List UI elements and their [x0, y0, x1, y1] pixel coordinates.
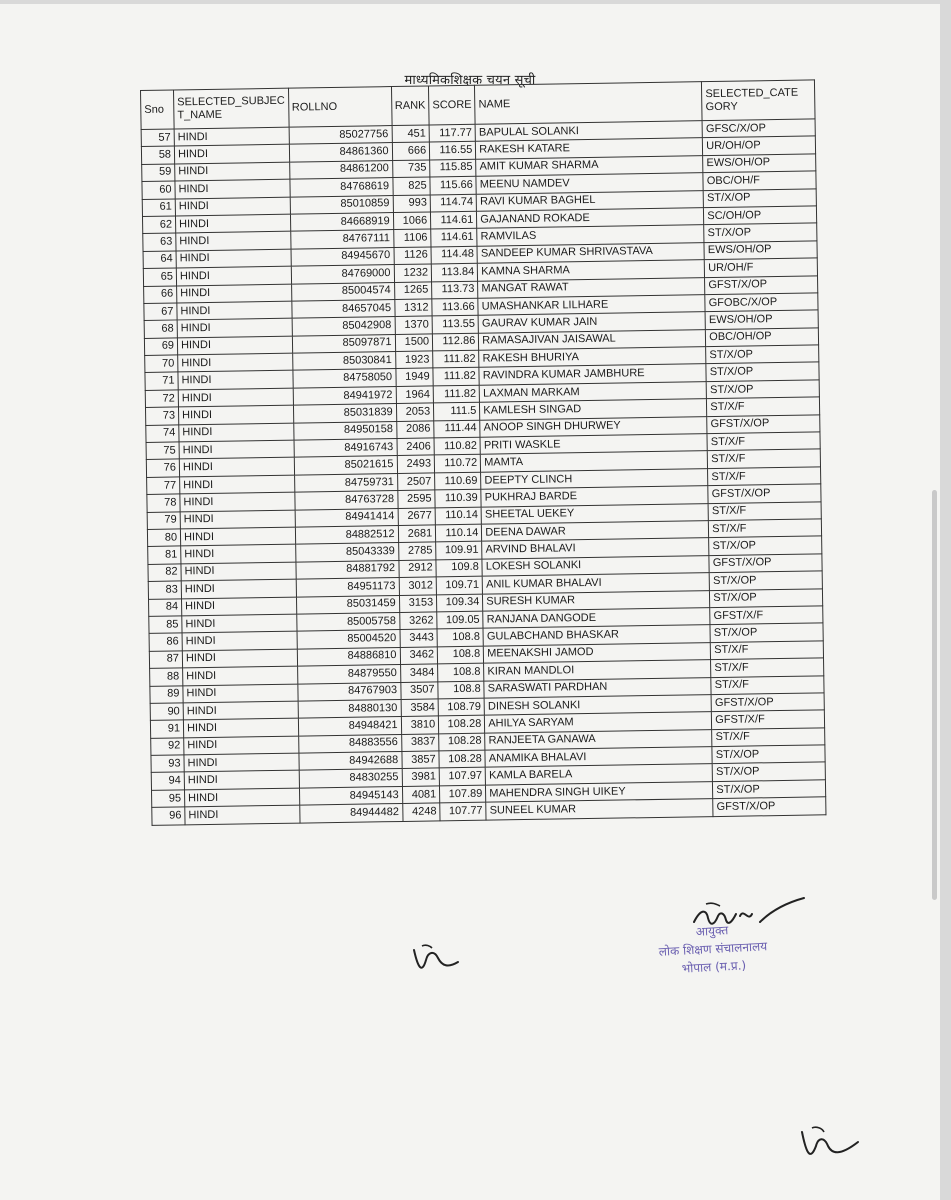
cell-rank: 3981 [402, 768, 440, 786]
cell-sno: 96 [152, 807, 185, 825]
cell-name: MANGAT RAWAT [478, 277, 705, 298]
cell-name: RAKESH KATARE [476, 138, 703, 159]
cell-sno: 94 [151, 772, 184, 790]
cell-name: SURESH KUMAR [483, 590, 710, 611]
cell-category: OBC/OH/F [703, 171, 816, 190]
cell-category: GFST/X/F [712, 710, 825, 729]
cell-score: 109.05 [437, 611, 483, 629]
cell-sno: 73 [145, 407, 178, 425]
cell-subject: HINDI [175, 162, 290, 181]
cell-name: KIRAN MANDLOI [484, 660, 711, 681]
cell-category: ST/X/OP [709, 536, 822, 555]
cell-name: DEENA DAWAR [482, 521, 709, 542]
cell-rank: 2785 [398, 542, 436, 560]
cell-subject: HINDI [175, 197, 290, 216]
cell-subject: HINDI [178, 405, 293, 424]
cell-category: OBC/OH/OP [706, 328, 819, 347]
cell-category: ST/X/F [712, 727, 825, 746]
cell-score: 114.61 [431, 211, 477, 229]
cell-rollno: 85010859 [290, 195, 393, 214]
cell-name: LAXMAN MARKAM [479, 381, 706, 402]
cell-category: ST/X/F [708, 467, 821, 486]
cell-name: ANOOP SINGH DHURWEY [480, 416, 707, 437]
cell-category: ST/X/OP [713, 780, 826, 799]
cell-name: ARVIND BHALAVI [482, 538, 709, 559]
cell-name: KAMLESH SINGAD [480, 399, 707, 420]
cell-rollno: 84768619 [290, 178, 393, 197]
cell-rank: 3507 [400, 681, 438, 699]
cell-rank: 825 [393, 177, 431, 195]
cell-rollno: 85031839 [293, 404, 396, 423]
cell-sno: 58 [141, 146, 174, 164]
cell-name: DINESH SOLANKI [484, 694, 711, 715]
cell-sno: 57 [141, 129, 174, 147]
cell-score: 113.66 [432, 298, 478, 316]
cell-rank: 1949 [396, 368, 434, 386]
cell-rollno: 85004520 [297, 630, 400, 649]
cell-name: AMIT KUMAR SHARMA [476, 155, 703, 176]
cell-sno: 82 [148, 564, 181, 582]
cell-rank: 3012 [399, 577, 437, 595]
cell-subject: HINDI [176, 266, 291, 285]
cell-sno: 92 [151, 738, 184, 756]
cell-category: ST/X/OP [712, 745, 825, 764]
cell-name: RAMVILAS [477, 225, 704, 246]
cell-name: MEENAKSHI JAMOD [484, 642, 711, 663]
cell-subject: HINDI [181, 579, 296, 598]
cell-rollno: 85097871 [292, 334, 395, 353]
cell-score: 110.39 [435, 489, 481, 507]
cell-subject: HINDI [175, 179, 290, 198]
selection-table-container [140, 79, 827, 825]
cell-sno: 67 [144, 303, 177, 321]
cell-name: LOKESH SOLANKI [482, 555, 709, 576]
cell-category: ST/X/OP [703, 188, 816, 207]
cell-score: 108.8 [437, 646, 483, 664]
cell-name: PRITI WASKLE [480, 434, 707, 455]
cell-rank: 2493 [397, 455, 435, 473]
cell-score: 107.89 [440, 785, 486, 803]
cell-rollno: 85005758 [296, 612, 399, 631]
cell-name: KAMNA SHARMA [478, 260, 705, 281]
cell-subject: HINDI [180, 492, 295, 511]
cell-score: 113.73 [432, 281, 478, 299]
cell-name: RAMASAJIVAN JAISAWAL [479, 329, 706, 350]
cell-rank: 1066 [393, 212, 431, 230]
cell-score: 116.55 [430, 142, 476, 160]
cell-score: 111.5 [434, 402, 480, 420]
stamp-line-1: आयुक्त [695, 923, 729, 939]
cell-rank: 3443 [400, 629, 438, 647]
cell-rollno: 85027756 [289, 126, 392, 145]
cell-rollno: 84767111 [290, 230, 393, 249]
cell-subject: HINDI [184, 771, 299, 790]
header-rank: RANK [391, 86, 429, 126]
cell-rollno: 84763728 [294, 491, 397, 510]
cell-category: ST/X/OP [706, 380, 819, 399]
cell-name: SARASWATI PARDHAN [484, 677, 711, 698]
cell-rank: 1964 [396, 386, 434, 404]
cell-subject: HINDI [177, 301, 292, 320]
cell-category: UR/OH/OP [703, 136, 816, 155]
cell-rollno: 84950158 [293, 421, 396, 440]
cell-sno: 74 [146, 425, 179, 443]
cell-sno: 91 [150, 720, 183, 738]
cell-subject: HINDI [174, 145, 289, 164]
cell-rank: 3153 [399, 594, 437, 612]
cell-rollno: 84758050 [293, 369, 396, 388]
cell-category: ST/X/OP [704, 223, 817, 242]
cell-subject: HINDI [177, 318, 292, 337]
cell-rollno: 84883556 [298, 734, 401, 753]
cell-subject: HINDI [181, 597, 296, 616]
cell-subject: HINDI [180, 475, 295, 494]
cell-sno: 64 [143, 251, 176, 269]
cell-sno: 80 [147, 529, 180, 547]
cell-rollno: 84942688 [299, 752, 402, 771]
cell-score: 111.82 [433, 385, 479, 403]
cell-rank: 3837 [401, 734, 439, 752]
cell-score: 114.61 [431, 229, 477, 247]
cell-category: EWS/OH/OP [705, 310, 818, 329]
cell-subject: HINDI [184, 788, 299, 807]
cell-subject: HINDI [178, 353, 293, 372]
cell-score: 113.55 [432, 316, 478, 334]
cell-name: PUKHRAJ BARDE [481, 486, 708, 507]
cell-category: ST/X/F [707, 397, 820, 416]
cell-name: RAKESH BHURIYA [479, 347, 706, 368]
cell-name: RAVINDRA KUMAR JAMBHURE [479, 364, 706, 385]
cell-sno: 62 [142, 216, 175, 234]
cell-rollno: 84916743 [294, 439, 397, 458]
cell-rank: 3262 [399, 612, 437, 630]
cell-sno: 90 [150, 703, 183, 721]
official-stamp [607, 917, 820, 982]
cell-rollno: 85042908 [292, 317, 395, 336]
cell-rank: 3484 [400, 664, 438, 682]
cell-subject: HINDI [174, 127, 289, 146]
cell-rank: 2053 [396, 403, 434, 421]
cell-rank: 3462 [400, 647, 438, 665]
cell-subject: HINDI [183, 701, 298, 720]
cell-rank: 3857 [402, 751, 440, 769]
cell-category: GFST/X/OP [708, 484, 821, 503]
cell-subject: HINDI [182, 614, 297, 633]
cell-score: 115.85 [430, 159, 476, 177]
cell-subject: HINDI [179, 458, 294, 477]
cell-score: 110.82 [434, 437, 480, 455]
cell-sno: 66 [144, 285, 177, 303]
cell-subject: HINDI [178, 371, 293, 390]
cell-sno: 77 [147, 477, 180, 495]
cell-score: 109.34 [437, 594, 483, 612]
cell-sno: 88 [150, 668, 183, 686]
cell-category: GFOBC/X/OP [705, 293, 818, 312]
cell-subject: HINDI [184, 736, 299, 755]
cell-category: ST/X/F [707, 432, 820, 451]
cell-category: GFSC/X/OP [702, 119, 815, 138]
cell-subject: HINDI [176, 231, 291, 250]
cell-category: ST/X/F [711, 641, 824, 660]
cell-rank: 2507 [397, 473, 435, 491]
cell-score: 108.8 [437, 629, 483, 647]
document-page [0, 4, 940, 1200]
cell-subject: HINDI [182, 649, 297, 668]
cell-subject: HINDI [182, 631, 297, 650]
cell-sno: 60 [142, 181, 175, 199]
cell-rollno: 84948421 [298, 717, 401, 736]
cell-rollno: 84951173 [296, 578, 399, 597]
cell-rank: 3810 [401, 716, 439, 734]
cell-sno: 65 [143, 268, 176, 286]
cell-rank: 2912 [399, 560, 437, 578]
cell-category: ST/X/OP [706, 345, 819, 364]
cell-subject: HINDI [181, 562, 296, 581]
cell-sno: 59 [142, 164, 175, 182]
cell-category: ST/X/OP [709, 571, 822, 590]
cell-rollno: 85021615 [294, 456, 397, 475]
cell-rollno: 84759731 [294, 473, 397, 492]
cell-subject: HINDI [179, 440, 294, 459]
cell-rank: 3584 [401, 699, 439, 717]
initials-bottom-right [796, 1122, 866, 1170]
cell-category: SC/OH/OP [704, 206, 817, 225]
cell-subject: HINDI [185, 805, 300, 824]
cell-rollno: 84881792 [296, 560, 399, 579]
cell-sno: 61 [142, 199, 175, 217]
cell-rollno: 84941972 [293, 386, 396, 405]
cell-category: ST/X/F [711, 675, 824, 694]
cell-subject: HINDI [177, 284, 292, 303]
table-body [141, 119, 826, 825]
cell-rank: 735 [392, 160, 430, 178]
cell-name: AHILYA SARYAM [485, 712, 712, 733]
cell-sno: 89 [150, 685, 183, 703]
cell-category: ST/X/OP [710, 588, 823, 607]
cell-rank: 1500 [395, 334, 433, 352]
cell-score: 110.14 [436, 524, 482, 542]
cell-name: MAHENDRA SINGH UIKEY [486, 781, 713, 802]
cell-sno: 86 [149, 633, 182, 651]
cell-rollno: 85043339 [295, 543, 398, 562]
cell-name: MAMTA [481, 451, 708, 472]
cell-score: 111.44 [434, 420, 480, 438]
cell-rank: 1370 [395, 316, 433, 334]
cell-category: EWS/OH/OP [703, 154, 816, 173]
cell-sno: 70 [145, 355, 178, 373]
cell-score: 115.66 [430, 176, 476, 194]
cell-sno: 72 [145, 390, 178, 408]
cell-sno: 83 [148, 581, 181, 599]
cell-score: 108.28 [439, 733, 485, 751]
cell-rollno: 85031459 [296, 595, 399, 614]
cell-subject: HINDI [183, 684, 298, 703]
cell-rollno: 84882512 [295, 525, 398, 544]
cell-score: 117.77 [429, 124, 475, 142]
header-rollno: ROLLNO [288, 87, 392, 128]
cell-rank: 451 [392, 125, 430, 143]
cell-rollno: 84769000 [291, 265, 394, 284]
cell-rollno: 84830255 [299, 769, 402, 788]
cell-score: 109.8 [436, 559, 482, 577]
cell-rank: 993 [393, 195, 431, 213]
cell-rank: 2595 [397, 490, 435, 508]
header-score: SCORE [429, 85, 476, 125]
cell-sno: 79 [147, 512, 180, 530]
cell-category: GFST/X/F [710, 606, 823, 625]
cell-rank: 2086 [396, 421, 434, 439]
cell-category: ST/X/OP [706, 362, 819, 381]
cell-name: BAPULAL SOLANKI [475, 121, 702, 142]
cell-name: RAVI KUMAR BAGHEL [476, 190, 703, 211]
cell-sno: 76 [146, 459, 179, 477]
cell-rollno: 84668919 [290, 212, 393, 231]
cell-category: ST/X/F [711, 658, 824, 677]
cell-sno: 95 [152, 790, 185, 808]
header-name: NAME [475, 82, 703, 125]
cell-rollno: 84879550 [297, 665, 400, 684]
cell-name: GULABCHAND BHASKAR [483, 625, 710, 646]
cell-score: 109.71 [436, 576, 482, 594]
header-subject: SELECTED_SUBJEC T_NAME [174, 88, 289, 129]
stamp-line-3: भोपाल (म.प्र.) [681, 958, 747, 976]
cell-score: 112.86 [433, 333, 479, 351]
cell-name: KAMLA BARELA [485, 764, 712, 785]
cell-name: GAURAV KUMAR JAIN [478, 312, 705, 333]
cell-rank: 1232 [394, 264, 432, 282]
cell-category: ST/X/F [708, 501, 821, 520]
cell-score: 107.97 [439, 768, 485, 786]
initials-left [408, 940, 468, 982]
cell-score: 114.48 [431, 246, 477, 264]
stamp-line-2: लोक शिक्षण संचालनालय [658, 939, 768, 959]
cell-rank: 1126 [394, 247, 432, 265]
cell-sno: 93 [151, 755, 184, 773]
cell-sno: 87 [149, 651, 182, 669]
cell-subject: HINDI [180, 510, 295, 529]
cell-score: 110.14 [435, 507, 481, 525]
cell-rollno: 85004574 [291, 282, 394, 301]
cell-category: GFST/X/OP [707, 415, 820, 434]
cell-subject: HINDI [177, 336, 292, 355]
cell-score: 114.74 [430, 194, 476, 212]
cell-score: 107.77 [440, 802, 486, 820]
cell-name: ANIL KUMAR BHALAVI [482, 573, 709, 594]
cell-rollno: 84861200 [289, 160, 392, 179]
cell-category: EWS/OH/OP [704, 241, 817, 260]
cell-score: 108.28 [439, 750, 485, 768]
cell-score: 108.8 [438, 681, 484, 699]
cell-subject: HINDI [179, 423, 294, 442]
cell-category: ST/X/F [709, 519, 822, 538]
scrollbar-thumb[interactable] [932, 490, 937, 900]
cell-subject: HINDI [180, 527, 295, 546]
header-category: SELECTED_CATE GORY [702, 80, 816, 121]
cell-name: ANAMIKA BHALAVI [485, 747, 712, 768]
cell-category: ST/X/OP [712, 762, 825, 781]
cell-name: RANJEETA GANAWA [485, 729, 712, 750]
cell-sno: 75 [146, 442, 179, 460]
cell-subject: HINDI [181, 544, 296, 563]
cell-rollno: 84861360 [289, 143, 392, 162]
cell-rank: 2406 [397, 438, 435, 456]
cell-rollno: 84880130 [298, 699, 401, 718]
cell-sno: 85 [149, 616, 182, 634]
cell-rank: 666 [392, 142, 430, 160]
cell-sno: 71 [145, 372, 178, 390]
cell-category: GFST/X/OP [705, 275, 818, 294]
cell-score: 110.69 [435, 472, 481, 490]
cell-score: 108.8 [438, 663, 484, 681]
cell-category: GFST/X/OP [713, 797, 826, 816]
cell-category: UR/OH/F [705, 258, 818, 277]
cell-score: 109.91 [436, 542, 482, 560]
cell-name: DEEPTY CLINCH [481, 468, 708, 489]
cell-rank: 1265 [394, 281, 432, 299]
header-sno: Sno [141, 90, 175, 130]
cell-subject: HINDI [178, 388, 293, 407]
cell-score: 113.84 [431, 263, 477, 281]
cell-rank: 4248 [402, 803, 440, 821]
selection-table [140, 79, 827, 825]
cell-sno: 81 [148, 546, 181, 564]
cell-sno: 63 [143, 233, 176, 251]
cell-sno: 84 [148, 598, 181, 616]
cell-rank: 2677 [398, 508, 436, 526]
cell-score: 108.28 [439, 715, 485, 733]
cell-score: 108.79 [438, 698, 484, 716]
cell-rollno: 84944482 [299, 804, 402, 823]
cell-score: 111.82 [433, 350, 479, 368]
cell-score: 110.72 [434, 455, 480, 473]
cell-rollno: 85030841 [292, 352, 395, 371]
cell-rank: 1312 [394, 299, 432, 317]
cell-name: SANDEEP KUMAR SHRIVASTAVA [477, 242, 704, 263]
document-title: माध्यमिकशिक्षक चयन सूची [404, 73, 536, 88]
cell-rank: 2681 [398, 525, 436, 543]
cell-name: MEENU NAMDEV [476, 173, 703, 194]
cell-sno: 69 [144, 338, 177, 356]
cell-rollno: 84941414 [295, 508, 398, 527]
cell-sno: 78 [147, 494, 180, 512]
cell-rank: 1106 [393, 229, 431, 247]
cell-name: RANJANA DANGODE [483, 608, 710, 629]
cell-rollno: 84886810 [297, 647, 400, 666]
cell-sno: 68 [144, 320, 177, 338]
cell-name: GAJANAND ROKADE [477, 208, 704, 229]
cell-category: GFST/X/OP [709, 554, 822, 573]
cell-subject: HINDI [183, 666, 298, 685]
cell-rollno: 84767903 [297, 682, 400, 701]
cell-subject: HINDI [175, 214, 290, 233]
cell-score: 111.82 [433, 368, 479, 386]
cell-category: GFST/X/OP [711, 693, 824, 712]
cell-name: UMASHANKAR LILHARE [478, 295, 705, 316]
cell-name: SUNEEL KUMAR [486, 799, 713, 820]
cell-category: ST/X/OP [710, 623, 823, 642]
cell-rollno: 84945143 [299, 786, 402, 805]
cell-category: ST/X/F [708, 449, 821, 468]
cell-subject: HINDI [176, 249, 291, 268]
cell-rollno: 84657045 [291, 299, 394, 318]
cell-rank: 4081 [402, 786, 440, 804]
cell-rollno: 84945670 [291, 247, 394, 266]
cell-subject: HINDI [184, 753, 299, 772]
cell-name: SHEETAL UEKEY [481, 503, 708, 524]
cell-rank: 1923 [395, 351, 433, 369]
cell-subject: HINDI [183, 718, 298, 737]
